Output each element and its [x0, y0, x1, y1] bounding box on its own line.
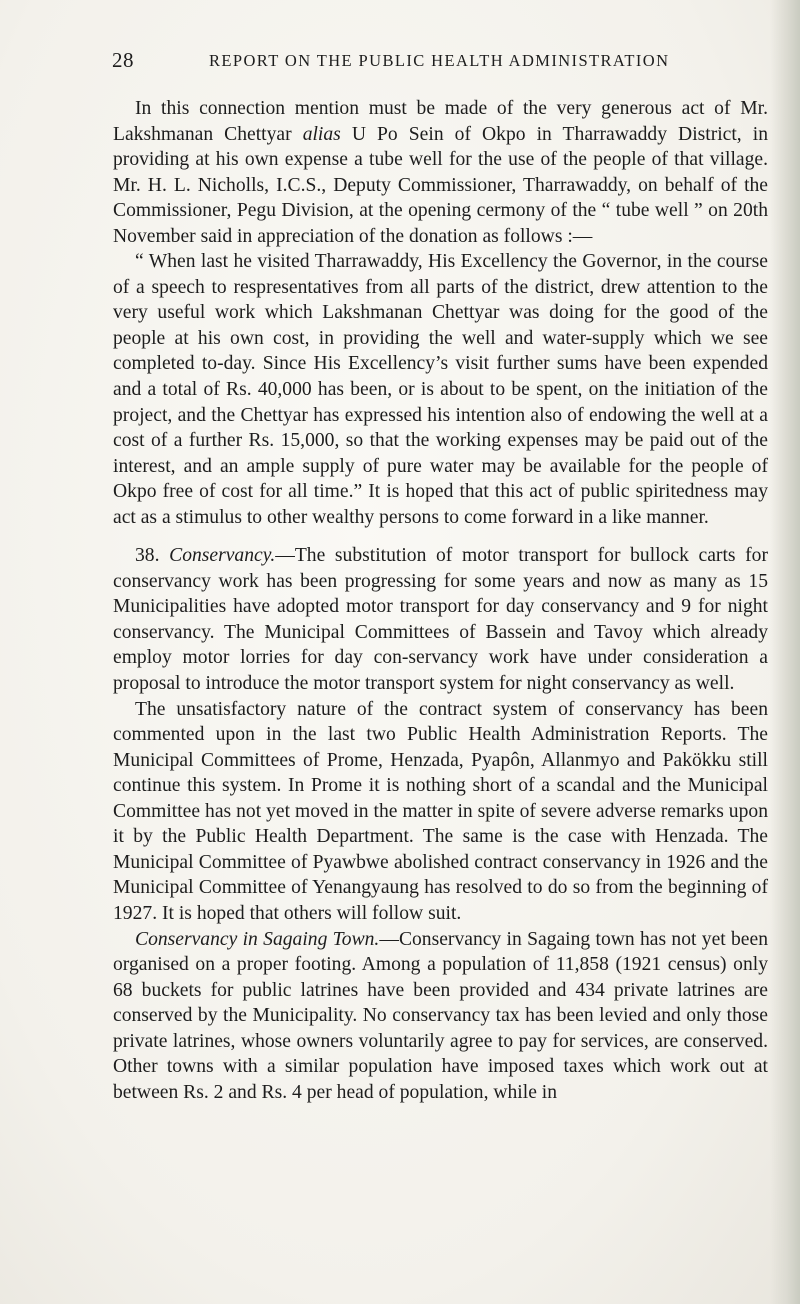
- page-header: [112, 48, 772, 72]
- subsection-heading: Conservancy in Sagaing Town.: [135, 928, 380, 950]
- paragraph-tube-well: [113, 96, 768, 249]
- section-heading: Conservancy.: [169, 545, 276, 567]
- page-number: 28: [112, 48, 134, 72]
- paragraph-text: “ When last he visited Tharrawaddy, His Excellency the Governor, in the course of a speech to respresentatives from all parts of the district, drew attention to the very useful work which Lakshmanan Chettyar was doing for the good of the people at his own cost, in providing the well and water-supply which we see completed to-day. Since His Excellency’s visit further sums have been expended and a total of Rs. 40,000 has been, or is about to be spent, on the initiation of the project, and the Chettyar has expressed his intention also of endowing the well at a cost of a further Rs. 15,000, so that the working expenses may be paid out of the interest, and an ample supply of pure water may be available for the people of Okpo free of cost for all time.” It is hoped that this act of public spiritedness may act as a stimulus to other wealthy persons to come forward in a like manner.: [113, 251, 768, 528]
- paragraph-text: —The substitution of motor transport for bullock carts for conservancy work has been progressing for some years and now as many as 15 Municipalities have adopted motor transport for day conservancy and 9 for night conservancy. The Municipal Committees of Bassein and Tavoy which already employ motor lorries for day con-servancy work have under consideration a proposal to introduce the motor transport system for night conservancy as well.: [113, 545, 768, 695]
- paragraph-conservancy: [113, 543, 768, 696]
- page-edge-shadow: [770, 0, 800, 1304]
- paragraph-quotation: [113, 249, 768, 530]
- running-head: REPORT ON THE PUBLIC HEALTH ADMINISTRATION: [209, 51, 670, 70]
- paragraph-sagaing: [113, 927, 768, 1106]
- paragraph-text: —Conservancy in Sagaing town has not yet been organised on a proper footing. Among a population of 11,858 (1921 census) only 68 buckets for public latrines have been provided and 434 private latrines are conserved by the Municipality. No conservancy tax has been levied and only those private latrines, whose owners voluntarily agree to pay for services, are conserved. Other towns with a similar population have imposed taxes which work out at between Rs. 2 and Rs. 4 per head of population, while in: [113, 928, 768, 1103]
- body-text: [113, 96, 768, 1105]
- section-number: 38.: [135, 545, 160, 567]
- paragraph-text: The unsatisfactory nature of the contract system of conservancy has been commented upon in the last two Public Health Administration Reports. The Municipal Committees of Prome, Henzada, Pyapôn, Allanmyo and Pakökku still continue this system. In Prome it is nothing short of a scandal and the Municipal Committee has not yet moved in the matter in spite of severe adverse remarks upon it by the Public Health Department. The same is the case with Henzada. The Municipal Committee of Pyawbwe abolished contract conservancy in 1926 and the Municipal Committee of Yenangyaung has resolved to do so from the beginning of 1927. It is hoped that others will follow suit.: [113, 698, 768, 924]
- paragraph-text: U Po Sein of Okpo in Tharrawaddy District, in providing at his own expense a tube well for the use of the people of that village. Mr. H. L. Nicholls, I.C.S., Deputy Commissioner, Tharrawaddy, on behalf of the Commissioner, Pegu Division, at the opening cermony of the “ tube well ” on 20th November said in appreciation of the donation as follows :—: [113, 123, 768, 247]
- italic-alias: alias: [302, 123, 341, 145]
- paragraph-contract-system: [113, 697, 768, 927]
- paragraph-text: In this connection mention must be made of the very generous act of Mr. Lakshmanan Chettyar: [113, 98, 768, 145]
